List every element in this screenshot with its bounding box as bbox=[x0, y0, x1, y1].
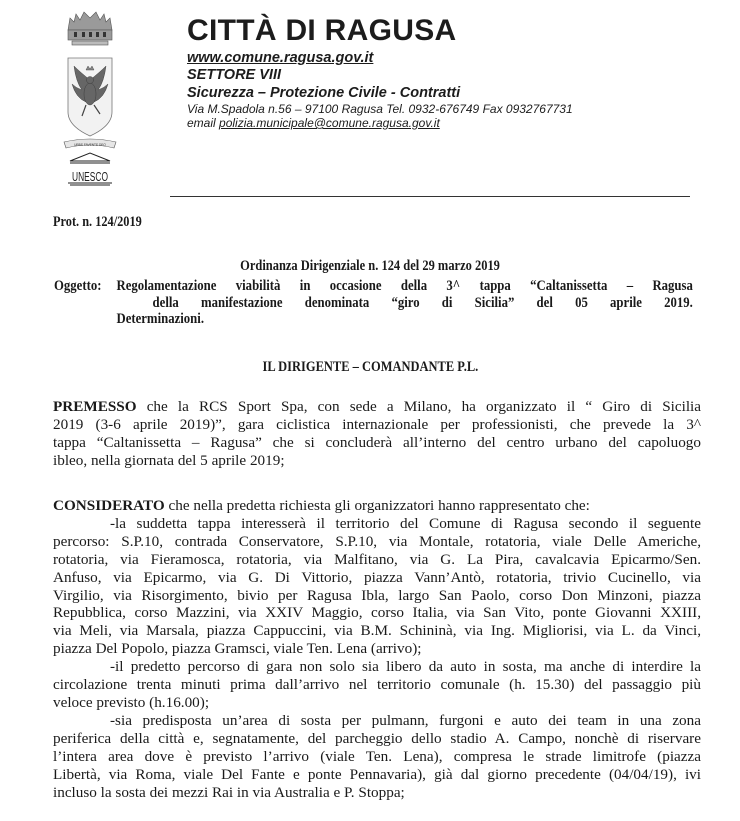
paragraph-line: CONSIDERATO che nella predetta richiesta gli organizzatori hanno rappresentato che: bbox=[53, 497, 590, 514]
considerato-item bbox=[53, 658, 701, 712]
subject-block bbox=[54, 278, 693, 328]
letterhead bbox=[187, 14, 573, 130]
header-divider bbox=[170, 196, 690, 197]
email-label: email bbox=[187, 116, 216, 130]
paragraph-line: -il predetto percorso di gara non solo sia libero da auto in sosta, ma anche di interdire la bbox=[110, 658, 701, 676]
subject-line: Regolamentazione viabilità in occasione della 3^ tappa “Caltanissetta – Ragusa bbox=[116, 278, 693, 294]
department-name: Sicurezza – Protezione Civile - Contratti bbox=[187, 85, 461, 101]
paragraph-line: Anfuso, via Epicarmo, via G. Di Vittorio, piazza Vann’Antò, rotatoria, trivio Cucinello, via bbox=[53, 568, 701, 586]
paragraph-line: l’intera area dove è previsto l’arrivo (viale Ten. Lena), compresa le strade limitrofe (piazza bbox=[53, 747, 701, 765]
paragraph-line: Virgilio, via Risorgimento, bivio per Ragusa Ibla, largo San Paolo, corso Don Minzoni, piazza bbox=[53, 586, 701, 604]
paragraph-line: PREMESSO che la RCS Sport Spa, con sede a Milano, ha organizzato il “ Giro di Sicilia bbox=[53, 398, 701, 415]
considerato-paragraph bbox=[53, 497, 701, 801]
paragraph-line: percorso: S.P.10, contrada Conservatore, S.P.10, via Montale, rotatoria, viale Delle Americhe, bbox=[53, 532, 701, 550]
city-crest-logo bbox=[62, 8, 118, 193]
paragraph-line: Repubblica, corso Mazzini, via XXIV Maggio, corso Italia, via San Vito, ponte Giovanni XXIII, bbox=[53, 604, 701, 622]
considerato-item bbox=[53, 712, 701, 802]
paragraph-line: 2019 (3-6 aprile 2019)”, gara ciclistica internazionale per professionisti, che prevede la 3^ bbox=[53, 415, 701, 433]
city-name: CITTÀ DI RAGUSA bbox=[187, 14, 457, 47]
subject-line: della manifestazione denominata “giro di Sicilia” del 05 aprile 2019. bbox=[152, 294, 693, 311]
paragraph-line: ibleo, nella giornata del 5 aprile 2019; bbox=[53, 451, 285, 469]
subject-line: Determinazioni. bbox=[116, 311, 205, 327]
paragraph-line: tappa “Caltanissetta – Ragusa” che si concluderà all’interno del centro urbano del capoluogo bbox=[53, 433, 701, 451]
paragraph-line: veloce previsto (h.16.00); bbox=[53, 693, 210, 711]
paragraph-line: periferica della città e, segnatamente, del parcheggio dello stadio A. Campo, nonchè di riservare bbox=[53, 729, 701, 747]
ordinance-title bbox=[0, 258, 740, 275]
crest-icon bbox=[62, 8, 118, 188]
protocol-number: Prot. n. 124/2019 bbox=[53, 214, 142, 230]
unesco-label: UNESCO bbox=[72, 169, 108, 184]
paragraph-line: -la suddetta tappa interesserà il territorio del Comune di Ragusa secondo il seguente bbox=[110, 514, 701, 532]
email-link[interactable]: polizia.municipale@comune.ragusa.gov.it bbox=[219, 116, 440, 130]
website-link[interactable]: www.comune.ragusa.gov.it bbox=[187, 50, 374, 66]
premesso-paragraph bbox=[53, 398, 701, 470]
issuer-heading-text: IL DIRIGENTE – COMANDANTE P.L. bbox=[262, 359, 478, 375]
paragraph-line: circolazione trenta minuti prima dall’arrivo nel territorio comunale (h. 15.30) del passaggio più bbox=[53, 676, 701, 694]
paragraph-line: rotatoria, via Fieramosca, rotatoria, via Malfitano, via G. La Pira, cavalcavia Epicarmo/Sen. bbox=[53, 550, 701, 568]
issuer-heading bbox=[0, 359, 740, 376]
crest-motto: URBS FAVENTE DEO bbox=[74, 143, 106, 147]
considerato-keyword: CONSIDERATO bbox=[53, 497, 165, 514]
premesso-keyword: PREMESSO bbox=[53, 398, 137, 415]
sector-name: SETTORE VIII bbox=[187, 67, 282, 83]
paragraph-line: via Meli, via Marsala, piazza Cappuccini, via B.M. Schininà, via Ing. Migliorisi, via L. da Vinci, bbox=[53, 622, 701, 640]
paragraph-line: piazza Del Popolo, piazza Gramsci, viale Ten. Lena (arrivo); bbox=[53, 640, 422, 658]
address-line: Via M.Spadola n.56 – 97100 Ragusa Tel. 0932-676749 Fax 0932767731 bbox=[187, 102, 573, 116]
considerato-item bbox=[53, 515, 701, 658]
paragraph-line: incluso la sosta dei mezzi Rai in via Australia e P. Stoppa; bbox=[53, 783, 405, 801]
paragraph-line: Libertà, via Roma, viale Del Fante e ponte Pennavaria), già dal giorno precedente (04/04/19), ivi bbox=[53, 765, 701, 783]
email-line bbox=[187, 116, 573, 130]
paragraph-line: -sia predisposta un’area di sosta per pulmann, furgoni e auto dei team in una zona bbox=[110, 711, 701, 729]
ordinance-title-text: Ordinanza Dirigenziale n. 124 del 29 marzo 2019 bbox=[240, 258, 500, 274]
subject-label: Oggetto: bbox=[54, 278, 102, 294]
